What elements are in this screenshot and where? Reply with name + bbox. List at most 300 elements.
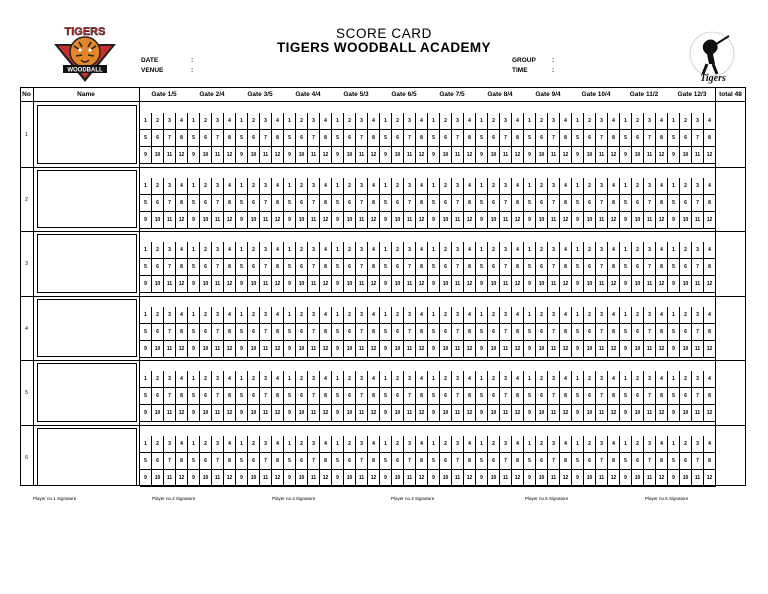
stroke-cell[interactable]: 12	[416, 341, 428, 358]
stroke-cell[interactable]: 3	[164, 371, 176, 388]
stroke-cell[interactable]: 9	[332, 276, 344, 293]
stroke-cell[interactable]: 5	[284, 388, 296, 405]
stroke-cell[interactable]: 11	[404, 147, 416, 164]
stroke-cell[interactable]: 3	[548, 371, 560, 388]
stroke-cell[interactable]: 2	[440, 113, 452, 130]
stroke-cell[interactable]: 7	[308, 324, 320, 341]
stroke-cell[interactable]: 3	[596, 307, 608, 324]
stroke-cell[interactable]: 8	[176, 195, 188, 212]
stroke-cell[interactable]: 6	[488, 388, 500, 405]
stroke-cell[interactable]: 4	[560, 307, 572, 324]
stroke-cell[interactable]: 1	[620, 113, 632, 130]
stroke-cell[interactable]: 10	[440, 276, 452, 293]
stroke-cell[interactable]: 7	[500, 130, 512, 147]
stroke-cell[interactable]: 7	[596, 130, 608, 147]
stroke-cell[interactable]: 10	[200, 147, 212, 164]
stroke-cell[interactable]: 8	[368, 324, 380, 341]
stroke-cell[interactable]: 8	[224, 130, 236, 147]
stroke-cell[interactable]: 3	[548, 307, 560, 324]
stroke-cell[interactable]: 6	[488, 324, 500, 341]
stroke-cell[interactable]: 3	[500, 371, 512, 388]
stroke-cell[interactable]: 3	[356, 371, 368, 388]
stroke-cell[interactable]: 8	[608, 388, 620, 405]
stroke-cell[interactable]: 8	[560, 130, 572, 147]
stroke-cell[interactable]: 4	[464, 113, 476, 130]
stroke-cell[interactable]: 6	[248, 130, 260, 147]
stroke-cell[interactable]: 3	[548, 113, 560, 130]
stroke-cell[interactable]: 6	[584, 453, 596, 470]
stroke-cell[interactable]: 7	[452, 388, 464, 405]
stroke-cell[interactable]: 5	[620, 130, 632, 147]
stroke-cell[interactable]: 11	[260, 212, 272, 229]
stroke-cell[interactable]: 10	[680, 405, 692, 422]
stroke-cell[interactable]: 12	[512, 470, 524, 487]
stroke-cell[interactable]: 8	[704, 130, 716, 147]
stroke-cell[interactable]: 2	[392, 307, 404, 324]
stroke-cell[interactable]: 5	[428, 324, 440, 341]
stroke-cell[interactable]: 7	[356, 324, 368, 341]
stroke-cell[interactable]: 2	[488, 178, 500, 195]
stroke-cell[interactable]: 6	[440, 195, 452, 212]
stroke-cell[interactable]: 8	[368, 453, 380, 470]
stroke-cell[interactable]: 4	[704, 371, 716, 388]
stroke-cell[interactable]: 4	[320, 436, 332, 453]
stroke-cell[interactable]: 11	[548, 470, 560, 487]
stroke-cell[interactable]: 4	[608, 242, 620, 259]
stroke-cell[interactable]: 6	[488, 130, 500, 147]
stroke-cell[interactable]: 4	[464, 307, 476, 324]
stroke-cell[interactable]: 1	[236, 371, 248, 388]
stroke-cell[interactable]: 6	[584, 130, 596, 147]
stroke-cell[interactable]: 5	[668, 195, 680, 212]
stroke-cell[interactable]: 7	[308, 453, 320, 470]
stroke-cell[interactable]: 3	[260, 178, 272, 195]
stroke-cell[interactable]: 9	[620, 212, 632, 229]
stroke-cell[interactable]: 11	[164, 147, 176, 164]
stroke-cell[interactable]: 9	[524, 147, 536, 164]
stroke-cell[interactable]: 3	[452, 371, 464, 388]
stroke-cell[interactable]: 11	[164, 212, 176, 229]
stroke-cell[interactable]: 7	[452, 324, 464, 341]
stroke-cell[interactable]: 10	[248, 276, 260, 293]
stroke-cell[interactable]: 3	[644, 436, 656, 453]
stroke-cell[interactable]: 6	[200, 130, 212, 147]
stroke-cell[interactable]: 6	[680, 324, 692, 341]
stroke-cell[interactable]: 10	[344, 276, 356, 293]
stroke-cell[interactable]: 3	[500, 242, 512, 259]
stroke-cell[interactable]: 12	[416, 212, 428, 229]
stroke-cell[interactable]: 9	[140, 341, 152, 358]
stroke-cell[interactable]: 8	[416, 324, 428, 341]
stroke-cell[interactable]: 11	[356, 405, 368, 422]
stroke-cell[interactable]: 4	[368, 113, 380, 130]
stroke-cell[interactable]: 12	[176, 470, 188, 487]
stroke-cell[interactable]: 9	[284, 470, 296, 487]
stroke-cell[interactable]: 4	[368, 178, 380, 195]
stroke-cell[interactable]: 12	[704, 147, 716, 164]
stroke-cell[interactable]: 2	[248, 307, 260, 324]
stroke-cell[interactable]: 3	[164, 113, 176, 130]
stroke-cell[interactable]: 10	[200, 341, 212, 358]
stroke-cell[interactable]: 3	[404, 113, 416, 130]
stroke-cell[interactable]: 9	[668, 405, 680, 422]
signature-field[interactable]: Player no.5 Signature	[525, 496, 569, 501]
stroke-cell[interactable]: 11	[260, 276, 272, 293]
stroke-cell[interactable]: 9	[236, 470, 248, 487]
stroke-cell[interactable]: 5	[284, 453, 296, 470]
stroke-cell[interactable]: 7	[164, 130, 176, 147]
stroke-cell[interactable]: 2	[488, 307, 500, 324]
stroke-cell[interactable]: 5	[140, 130, 152, 147]
stroke-cell[interactable]: 10	[344, 147, 356, 164]
stroke-cell[interactable]: 8	[272, 453, 284, 470]
stroke-cell[interactable]: 9	[572, 276, 584, 293]
stroke-cell[interactable]: 12	[272, 212, 284, 229]
stroke-cell[interactable]: 12	[608, 341, 620, 358]
stroke-cell[interactable]: 3	[500, 113, 512, 130]
stroke-cell[interactable]: 9	[236, 341, 248, 358]
stroke-cell[interactable]: 10	[536, 147, 548, 164]
stroke-cell[interactable]: 1	[188, 436, 200, 453]
stroke-cell[interactable]: 2	[296, 113, 308, 130]
stroke-cell[interactable]: 5	[236, 195, 248, 212]
stroke-cell[interactable]: 1	[524, 436, 536, 453]
stroke-cell[interactable]: 2	[200, 307, 212, 324]
stroke-cell[interactable]: 3	[404, 242, 416, 259]
stroke-cell[interactable]: 5	[524, 388, 536, 405]
stroke-cell[interactable]: 5	[380, 388, 392, 405]
stroke-cell[interactable]: 9	[140, 147, 152, 164]
stroke-cell[interactable]: 11	[308, 470, 320, 487]
stroke-cell[interactable]: 4	[560, 113, 572, 130]
stroke-cell[interactable]: 6	[296, 130, 308, 147]
stroke-cell[interactable]: 10	[680, 470, 692, 487]
stroke-cell[interactable]: 4	[656, 178, 668, 195]
stroke-cell[interactable]: 11	[404, 470, 416, 487]
stroke-cell[interactable]: 1	[236, 307, 248, 324]
stroke-cell[interactable]: 5	[620, 453, 632, 470]
stroke-cell[interactable]: 12	[368, 405, 380, 422]
stroke-cell[interactable]: 11	[260, 341, 272, 358]
stroke-cell[interactable]: 7	[164, 388, 176, 405]
stroke-cell[interactable]: 3	[212, 178, 224, 195]
stroke-cell[interactable]: 2	[584, 113, 596, 130]
stroke-cell[interactable]: 4	[656, 113, 668, 130]
stroke-cell[interactable]: 5	[668, 130, 680, 147]
stroke-cell[interactable]: 6	[680, 195, 692, 212]
stroke-cell[interactable]: 5	[380, 195, 392, 212]
stroke-cell[interactable]: 5	[476, 259, 488, 276]
stroke-cell[interactable]: 8	[176, 130, 188, 147]
stroke-cell[interactable]: 2	[200, 371, 212, 388]
stroke-cell[interactable]: 6	[440, 259, 452, 276]
stroke-cell[interactable]: 3	[596, 178, 608, 195]
stroke-cell[interactable]: 4	[416, 242, 428, 259]
stroke-cell[interactable]: 6	[584, 388, 596, 405]
stroke-cell[interactable]: 11	[692, 276, 704, 293]
stroke-cell[interactable]: 9	[668, 212, 680, 229]
stroke-cell[interactable]: 4	[224, 371, 236, 388]
stroke-cell[interactable]: 12	[320, 212, 332, 229]
stroke-cell[interactable]: 5	[572, 130, 584, 147]
stroke-cell[interactable]: 12	[464, 470, 476, 487]
stroke-cell[interactable]: 6	[392, 388, 404, 405]
stroke-cell[interactable]: 10	[200, 276, 212, 293]
stroke-cell[interactable]: 5	[140, 388, 152, 405]
stroke-cell[interactable]: 6	[344, 453, 356, 470]
stroke-cell[interactable]: 3	[356, 113, 368, 130]
player-name-field[interactable]	[37, 105, 137, 164]
stroke-cell[interactable]: 1	[524, 178, 536, 195]
stroke-cell[interactable]: 9	[476, 341, 488, 358]
stroke-cell[interactable]: 1	[236, 242, 248, 259]
stroke-cell[interactable]: 7	[500, 388, 512, 405]
stroke-cell[interactable]: 2	[632, 178, 644, 195]
stroke-cell[interactable]: 9	[620, 470, 632, 487]
stroke-cell[interactable]: 8	[704, 195, 716, 212]
stroke-cell[interactable]: 9	[620, 276, 632, 293]
stroke-cell[interactable]: 1	[524, 242, 536, 259]
stroke-cell[interactable]: 9	[572, 405, 584, 422]
stroke-cell[interactable]: 7	[260, 388, 272, 405]
stroke-cell[interactable]: 6	[536, 195, 548, 212]
player-name-field[interactable]	[37, 170, 137, 229]
stroke-cell[interactable]: 12	[320, 147, 332, 164]
stroke-cell[interactable]: 4	[224, 242, 236, 259]
stroke-cell[interactable]: 8	[224, 453, 236, 470]
stroke-cell[interactable]: 6	[680, 259, 692, 276]
stroke-cell[interactable]: 1	[284, 371, 296, 388]
stroke-cell[interactable]: 10	[392, 212, 404, 229]
stroke-cell[interactable]: 12	[704, 276, 716, 293]
stroke-cell[interactable]: 2	[584, 242, 596, 259]
stroke-cell[interactable]: 12	[224, 405, 236, 422]
stroke-cell[interactable]: 7	[548, 195, 560, 212]
stroke-cell[interactable]: 9	[188, 147, 200, 164]
stroke-cell[interactable]: 6	[440, 130, 452, 147]
stroke-cell[interactable]: 12	[560, 405, 572, 422]
stroke-cell[interactable]: 2	[536, 436, 548, 453]
stroke-cell[interactable]: 12	[224, 276, 236, 293]
stroke-cell[interactable]: 12	[224, 212, 236, 229]
stroke-cell[interactable]: 2	[680, 178, 692, 195]
stroke-cell[interactable]: 2	[248, 113, 260, 130]
stroke-cell[interactable]: 4	[512, 178, 524, 195]
stroke-cell[interactable]: 7	[404, 388, 416, 405]
stroke-cell[interactable]: 6	[584, 259, 596, 276]
stroke-cell[interactable]: 4	[656, 371, 668, 388]
stroke-cell[interactable]: 3	[212, 242, 224, 259]
stroke-cell[interactable]: 8	[320, 388, 332, 405]
stroke-cell[interactable]: 6	[680, 130, 692, 147]
stroke-cell[interactable]: 2	[152, 307, 164, 324]
total-score-field[interactable]	[716, 103, 745, 166]
stroke-cell[interactable]: 3	[692, 371, 704, 388]
stroke-cell[interactable]: 7	[692, 388, 704, 405]
stroke-cell[interactable]: 2	[680, 242, 692, 259]
stroke-cell[interactable]: 4	[608, 436, 620, 453]
stroke-cell[interactable]: 7	[692, 195, 704, 212]
stroke-cell[interactable]: 1	[476, 436, 488, 453]
stroke-cell[interactable]: 7	[452, 259, 464, 276]
stroke-cell[interactable]: 10	[152, 212, 164, 229]
stroke-cell[interactable]: 1	[524, 371, 536, 388]
stroke-cell[interactable]: 11	[596, 212, 608, 229]
stroke-cell[interactable]: 11	[596, 147, 608, 164]
stroke-cell[interactable]: 12	[656, 341, 668, 358]
stroke-cell[interactable]: 1	[572, 371, 584, 388]
stroke-cell[interactable]: 1	[188, 178, 200, 195]
stroke-cell[interactable]: 9	[524, 341, 536, 358]
stroke-cell[interactable]: 3	[644, 113, 656, 130]
stroke-cell[interactable]: 5	[140, 453, 152, 470]
stroke-cell[interactable]: 1	[188, 307, 200, 324]
stroke-cell[interactable]: 1	[332, 307, 344, 324]
stroke-cell[interactable]: 5	[380, 324, 392, 341]
stroke-cell[interactable]: 5	[572, 324, 584, 341]
stroke-cell[interactable]: 4	[560, 178, 572, 195]
stroke-cell[interactable]: 5	[284, 195, 296, 212]
stroke-cell[interactable]: 3	[260, 242, 272, 259]
stroke-cell[interactable]: 1	[524, 113, 536, 130]
stroke-cell[interactable]: 3	[260, 307, 272, 324]
stroke-cell[interactable]: 3	[596, 436, 608, 453]
stroke-cell[interactable]: 5	[332, 130, 344, 147]
stroke-cell[interactable]: 3	[308, 178, 320, 195]
stroke-cell[interactable]: 10	[200, 405, 212, 422]
stroke-cell[interactable]: 5	[236, 453, 248, 470]
stroke-cell[interactable]: 10	[296, 276, 308, 293]
stroke-cell[interactable]: 2	[584, 178, 596, 195]
stroke-cell[interactable]: 8	[416, 453, 428, 470]
stroke-cell[interactable]: 10	[584, 276, 596, 293]
stroke-cell[interactable]: 2	[632, 371, 644, 388]
stroke-cell[interactable]: 9	[236, 147, 248, 164]
stroke-cell[interactable]: 9	[188, 405, 200, 422]
stroke-cell[interactable]: 9	[428, 405, 440, 422]
stroke-cell[interactable]: 4	[320, 307, 332, 324]
stroke-cell[interactable]: 5	[188, 130, 200, 147]
stroke-cell[interactable]: 7	[548, 388, 560, 405]
stroke-cell[interactable]: 4	[176, 436, 188, 453]
stroke-cell[interactable]: 12	[320, 276, 332, 293]
stroke-cell[interactable]: 2	[536, 242, 548, 259]
stroke-cell[interactable]: 12	[464, 405, 476, 422]
stroke-cell[interactable]: 5	[380, 130, 392, 147]
stroke-cell[interactable]: 10	[296, 405, 308, 422]
stroke-cell[interactable]: 4	[224, 178, 236, 195]
stroke-cell[interactable]: 12	[704, 341, 716, 358]
stroke-cell[interactable]: 4	[464, 178, 476, 195]
stroke-cell[interactable]: 6	[344, 388, 356, 405]
stroke-cell[interactable]: 8	[176, 388, 188, 405]
date-value[interactable]: :	[191, 57, 194, 64]
stroke-cell[interactable]: 8	[176, 259, 188, 276]
stroke-cell[interactable]: 8	[656, 388, 668, 405]
stroke-cell[interactable]: 8	[464, 324, 476, 341]
stroke-cell[interactable]: 8	[512, 324, 524, 341]
stroke-cell[interactable]: 2	[488, 113, 500, 130]
stroke-cell[interactable]: 11	[356, 212, 368, 229]
stroke-cell[interactable]: 4	[320, 242, 332, 259]
stroke-cell[interactable]: 8	[272, 324, 284, 341]
stroke-cell[interactable]: 9	[140, 470, 152, 487]
stroke-cell[interactable]: 6	[248, 388, 260, 405]
stroke-cell[interactable]: 6	[200, 388, 212, 405]
signature-field[interactable]: Player no.4 Signature	[391, 496, 435, 501]
stroke-cell[interactable]: 2	[344, 371, 356, 388]
stroke-cell[interactable]: 2	[536, 113, 548, 130]
stroke-cell[interactable]: 7	[164, 195, 176, 212]
stroke-cell[interactable]: 2	[680, 307, 692, 324]
stroke-cell[interactable]: 10	[536, 276, 548, 293]
stroke-cell[interactable]: 12	[368, 276, 380, 293]
stroke-cell[interactable]: 9	[428, 341, 440, 358]
stroke-cell[interactable]: 3	[356, 436, 368, 453]
stroke-cell[interactable]: 10	[488, 405, 500, 422]
stroke-cell[interactable]: 2	[296, 307, 308, 324]
stroke-cell[interactable]: 1	[332, 113, 344, 130]
stroke-cell[interactable]: 7	[164, 453, 176, 470]
total-score-field[interactable]	[716, 426, 745, 489]
stroke-cell[interactable]: 4	[368, 371, 380, 388]
stroke-cell[interactable]: 4	[368, 307, 380, 324]
stroke-cell[interactable]: 6	[200, 259, 212, 276]
stroke-cell[interactable]: 7	[644, 388, 656, 405]
group-value[interactable]: :	[552, 57, 555, 64]
stroke-cell[interactable]: 3	[164, 178, 176, 195]
stroke-cell[interactable]: 6	[200, 453, 212, 470]
stroke-cell[interactable]: 10	[392, 470, 404, 487]
stroke-cell[interactable]: 3	[692, 178, 704, 195]
stroke-cell[interactable]: 11	[452, 276, 464, 293]
stroke-cell[interactable]: 7	[212, 324, 224, 341]
stroke-cell[interactable]: 5	[236, 130, 248, 147]
stroke-cell[interactable]: 5	[236, 259, 248, 276]
stroke-cell[interactable]: 6	[536, 259, 548, 276]
stroke-cell[interactable]: 6	[392, 195, 404, 212]
stroke-cell[interactable]: 9	[668, 470, 680, 487]
stroke-cell[interactable]: 6	[632, 259, 644, 276]
stroke-cell[interactable]: 5	[284, 324, 296, 341]
stroke-cell[interactable]: 8	[704, 453, 716, 470]
stroke-cell[interactable]: 9	[620, 341, 632, 358]
stroke-cell[interactable]: 4	[272, 307, 284, 324]
stroke-cell[interactable]: 11	[212, 147, 224, 164]
stroke-cell[interactable]: 1	[236, 178, 248, 195]
stroke-cell[interactable]: 5	[380, 453, 392, 470]
stroke-cell[interactable]: 10	[488, 470, 500, 487]
stroke-cell[interactable]: 8	[272, 259, 284, 276]
stroke-cell[interactable]: 5	[140, 324, 152, 341]
stroke-cell[interactable]: 5	[332, 453, 344, 470]
stroke-cell[interactable]: 4	[512, 307, 524, 324]
stroke-cell[interactable]: 11	[692, 470, 704, 487]
stroke-cell[interactable]: 10	[536, 341, 548, 358]
stroke-cell[interactable]: 3	[404, 178, 416, 195]
stroke-cell[interactable]: 9	[188, 341, 200, 358]
stroke-cell[interactable]: 1	[476, 371, 488, 388]
stroke-cell[interactable]: 8	[416, 388, 428, 405]
stroke-cell[interactable]: 5	[332, 388, 344, 405]
stroke-cell[interactable]: 10	[440, 212, 452, 229]
stroke-cell[interactable]: 12	[368, 341, 380, 358]
stroke-cell[interactable]: 3	[356, 178, 368, 195]
stroke-cell[interactable]: 6	[584, 324, 596, 341]
stroke-cell[interactable]: 12	[560, 147, 572, 164]
stroke-cell[interactable]: 11	[308, 276, 320, 293]
stroke-cell[interactable]: 1	[620, 371, 632, 388]
